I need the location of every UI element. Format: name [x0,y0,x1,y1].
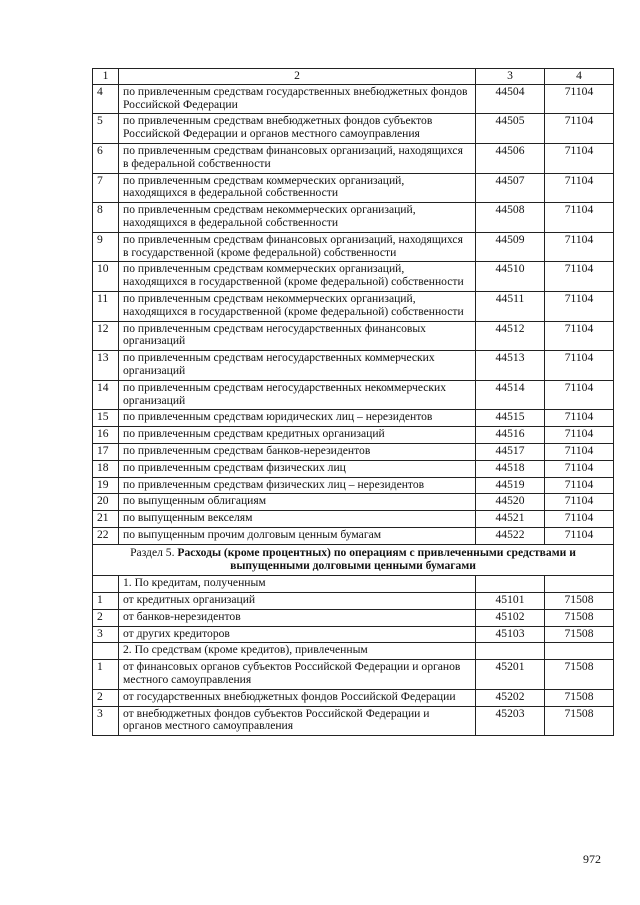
section-row [93,544,614,576]
row-number: 21 [93,511,119,528]
row-account: 71104 [545,114,614,144]
row-number: 4 [93,84,119,114]
row-account: 71104 [545,262,614,292]
row-account: 71104 [545,351,614,381]
row-code: 44521 [476,511,545,528]
row-code: 45201 [476,660,545,690]
table-row [93,660,614,690]
row-description: по привлеченным средствам физических лиц – нерезидентов [119,477,476,494]
section-heading [93,544,614,576]
subsection-title: 2. По средствам (кроме кредитов), привлеченным [119,643,476,660]
row-description: от внебюджетных фондов субъектов Российской Федерации и органов местного самоуправления [119,706,476,736]
row-code: 45101 [476,593,545,610]
row-account: 71104 [545,232,614,262]
row-code: 44505 [476,114,545,144]
row-account: 71104 [545,443,614,460]
table-row [93,689,614,706]
table-row [93,626,614,643]
row-code: 45102 [476,609,545,626]
row-code: 44509 [476,232,545,262]
row-description: по привлеченным средствам негосударственных некоммерческих организаций [119,380,476,410]
row-description: по привлеченным средствам финансовых организаций, находящихся в федеральной собственности [119,143,476,173]
table-row [93,477,614,494]
table-row [93,427,614,444]
row-code: 45203 [476,706,545,736]
section-title: Расходы (кроме процентных) по операциям с привлеченными средствами и выпущенными долговыми ценными бумагами [177,545,576,572]
row-account: 71104 [545,460,614,477]
row-number: 11 [93,291,119,321]
page-number: 972 [583,852,601,866]
row-description: по привлеченным средствам внебюджетных фондов субъектов Российской Федерации и органов местного самоуправления [119,114,476,144]
header-row [93,69,614,85]
empty-cell [93,643,119,660]
row-number: 2 [93,609,119,626]
section-prefix: Раздел 5. [130,545,178,559]
table-row [93,511,614,528]
row-description: по привлеченным средствам физических лиц [119,460,476,477]
row-account: 71104 [545,291,614,321]
row-account: 71104 [545,410,614,427]
row-number: 16 [93,427,119,444]
table-row [93,706,614,736]
row-number: 20 [93,494,119,511]
row-account: 71104 [545,143,614,173]
row-description: по привлеченным средствам коммерческих организаций, находящихся в федеральной собственности [119,173,476,203]
row-account: 71508 [545,706,614,736]
row-description: от других кредиторов [119,626,476,643]
row-account: 71104 [545,477,614,494]
table-row [93,232,614,262]
row-number: 9 [93,232,119,262]
row-number: 14 [93,380,119,410]
row-description: по привлеченным средствам коммерческих организаций, находящихся в государственной (кроме федеральной) собственности [119,262,476,292]
table-row [93,114,614,144]
row-number: 1 [93,593,119,610]
row-account: 71508 [545,626,614,643]
row-account: 71104 [545,203,614,233]
row-description: от финансовых органов субъектов Российской Федерации и органов местного самоуправления [119,660,476,690]
row-description: по привлеченным средствам финансовых организаций, находящихся в государственной (кроме федеральной) собственности [119,232,476,262]
table-row [93,527,614,544]
row-account: 71104 [545,511,614,528]
row-number: 1 [93,660,119,690]
row-code: 44519 [476,477,545,494]
row-number: 2 [93,689,119,706]
header-cell: 1 [93,69,119,85]
row-code: 44511 [476,291,545,321]
row-number: 12 [93,321,119,351]
row-code: 44518 [476,460,545,477]
row-description: по выпущенным облигациям [119,494,476,511]
row-code: 44520 [476,494,545,511]
row-number: 17 [93,443,119,460]
row-number: 8 [93,203,119,233]
row-account: 71104 [545,380,614,410]
row-description: по выпущенным прочим долговым ценным бумагам [119,527,476,544]
table-row [93,84,614,114]
row-number: 5 [93,114,119,144]
row-code: 44517 [476,443,545,460]
row-code: 44514 [476,380,545,410]
row-code: 44508 [476,203,545,233]
row-number: 7 [93,173,119,203]
table-row [93,203,614,233]
row-account: 71508 [545,689,614,706]
header-cell: 3 [476,69,545,85]
row-number: 3 [93,706,119,736]
row-account: 71508 [545,609,614,626]
header-cell: 4 [545,69,614,85]
row-code: 44516 [476,427,545,444]
empty-cell [476,643,545,660]
row-code: 44522 [476,527,545,544]
row-description: по привлеченным средствам некоммерческих организаций, находящихся в федеральной собственности [119,203,476,233]
row-description: по привлеченным средствам кредитных организаций [119,427,476,444]
row-number: 15 [93,410,119,427]
row-account: 71104 [545,173,614,203]
empty-cell [476,576,545,593]
table-row [93,494,614,511]
row-description: по привлеченным средствам юридических лиц – нерезидентов [119,410,476,427]
row-description: по привлеченным средствам банков-нерезидентов [119,443,476,460]
row-number: 22 [93,527,119,544]
table-row [93,351,614,381]
row-description: по выпущенным векселям [119,511,476,528]
row-number: 13 [93,351,119,381]
table-row [93,380,614,410]
subsection-title: 1. По кредитам, полученным [119,576,476,593]
table-row [93,173,614,203]
row-account: 71104 [545,84,614,114]
accounts-table [92,68,614,736]
row-code: 45202 [476,689,545,706]
row-code: 44504 [476,84,545,114]
empty-cell [545,576,614,593]
row-account: 71104 [545,321,614,351]
table-row [93,262,614,292]
row-account: 71104 [545,494,614,511]
row-code: 45103 [476,626,545,643]
row-description: по привлеченным средствам негосударственных финансовых организаций [119,321,476,351]
table-row [93,593,614,610]
row-number: 10 [93,262,119,292]
row-description: по привлеченным средствам некоммерческих организаций, находящихся в государственной (кроме федеральной) собственности [119,291,476,321]
empty-cell [93,576,119,593]
row-description: по привлеченным средствам негосударственных коммерческих организаций [119,351,476,381]
row-number: 19 [93,477,119,494]
subsection-row [93,643,614,660]
table-row [93,321,614,351]
table-row [93,443,614,460]
row-description: от банков-нерезидентов [119,609,476,626]
row-number: 6 [93,143,119,173]
row-account: 71104 [545,427,614,444]
row-account: 71508 [545,593,614,610]
table-row [93,143,614,173]
row-number: 18 [93,460,119,477]
row-description: от кредитных организаций [119,593,476,610]
header-cell: 2 [119,69,476,85]
row-code: 44513 [476,351,545,381]
row-code: 44507 [476,173,545,203]
row-code: 44515 [476,410,545,427]
row-number: 3 [93,626,119,643]
row-code: 44510 [476,262,545,292]
table-row [93,460,614,477]
table-row [93,291,614,321]
empty-cell [545,643,614,660]
table-row [93,609,614,626]
row-code: 44506 [476,143,545,173]
row-account: 71508 [545,660,614,690]
subsection-row [93,576,614,593]
row-description: от государственных внебюджетных фондов Российской Федерации [119,689,476,706]
table-row [93,410,614,427]
row-code: 44512 [476,321,545,351]
row-description: по привлеченным средствам государственных внебюджетных фондов Российской Федерации [119,84,476,114]
row-account: 71104 [545,527,614,544]
